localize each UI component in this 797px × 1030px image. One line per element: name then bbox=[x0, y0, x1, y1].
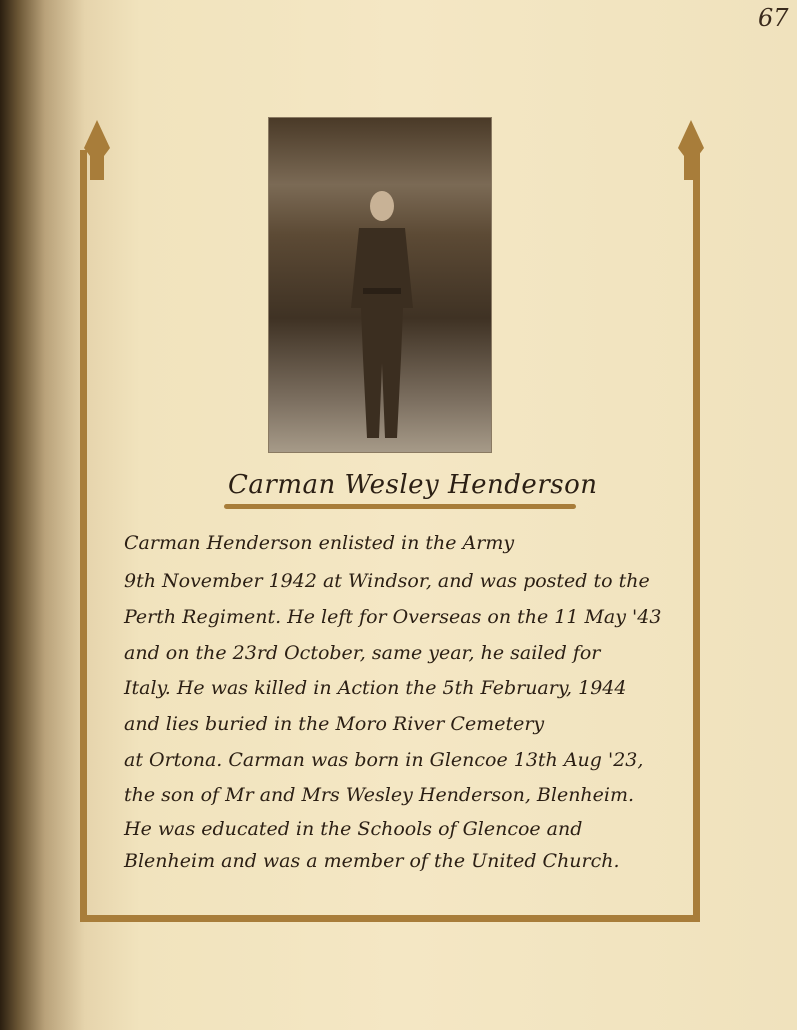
body-line: and lies buried in the Moro River Cemetery bbox=[124, 713, 545, 735]
left-finial-ornament bbox=[82, 120, 112, 180]
body-line: Carman Henderson enlisted in the Army bbox=[124, 532, 515, 554]
page-number: 67 bbox=[758, 4, 789, 32]
body-line: Perth Regiment. He left for Overseas on the 11 May '43 bbox=[124, 606, 662, 628]
title-underline bbox=[224, 504, 576, 509]
soldier-figure bbox=[347, 188, 417, 448]
body-line: 9th November 1942 at Windsor, and was posted to the bbox=[124, 570, 650, 592]
body-line: the son of Mr and Mrs Wesley Henderson, Blenheim. bbox=[124, 784, 635, 806]
body-line: at Ortona. Carman was born in Glencoe 13th Aug '23, bbox=[124, 749, 644, 771]
body-line: Blenheim and was a member of the United Church. bbox=[124, 850, 620, 872]
right-finial-ornament bbox=[676, 120, 706, 180]
body-line: Italy. He was killed in Action the 5th February, 1944 bbox=[124, 677, 627, 699]
body-line: and on the 23rd October, same year, he sailed for bbox=[124, 642, 601, 664]
soldier-name-title: Carman Wesley Henderson bbox=[228, 470, 598, 500]
soldier-photograph bbox=[268, 117, 492, 453]
body-line: He was educated in the Schools of Glencoe and bbox=[124, 818, 583, 840]
